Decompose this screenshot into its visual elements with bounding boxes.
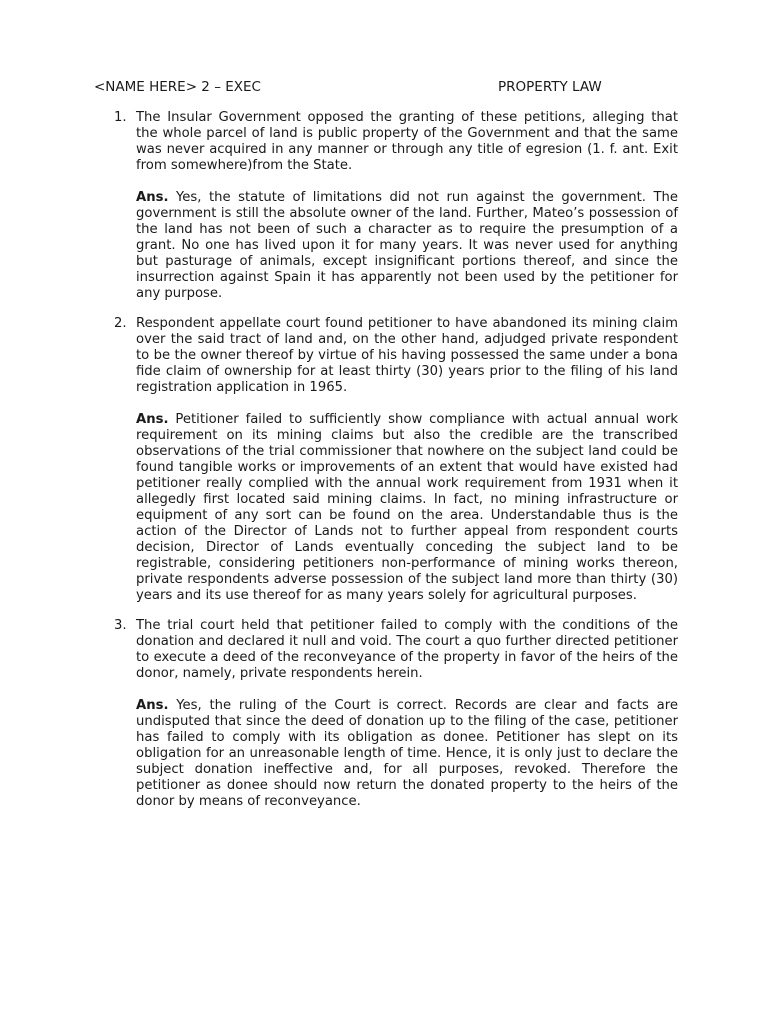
answer-paragraph	[136, 698, 678, 810]
question-text: The trial court held that petitioner failed to comply with the conditions of the donation and declared it null and void. The court a quo further directed petitioner to execute a deed of the reconveyance of the property in favor of the heirs of the donor, namely, private respondents herein.	[136, 618, 678, 681]
list-item	[114, 110, 678, 302]
answer-text: Yes, the statute of limitations did not run against the government. The government is still the absolute owner of the land. Further, Mateo’s possession of the land has not been of such a character as to require the presumption of a grant. No one has lived upon it for many years. It was never used for anything but pasturage of animals, except insignificant portions thereof, and since the insurrection against Spain it has apparently not been used by the petitioner for any purpose.	[136, 190, 678, 301]
item-number: 3.	[114, 618, 127, 633]
page-header	[94, 78, 684, 96]
item-number: 1.	[114, 110, 127, 125]
item-number: 2.	[114, 316, 127, 331]
answer-paragraph	[136, 190, 678, 302]
answer-paragraph	[136, 412, 678, 604]
list-item	[114, 618, 678, 810]
answer-text: Yes, the ruling of the Court is correct. Records are clear and facts are undisputed that since the deed of donation up to the filing of the case, petitioner has failed to comply with its obligation as donee. Petitioner has slept on its obligation for an unreasonable length of time. Hence, it is only just to declare the subject donation ineffective and, for all purposes, revoked. Therefore the petitioner as donee should now return the donated property to the heirs of the donor by means of reconveyance.	[136, 698, 678, 809]
question-list	[114, 110, 678, 824]
answer-text: Petitioner failed to sufficiently show compliance with actual annual work requirement on its mining claims but also the credible are the transcribed observations of the trial commissioner that nowhere on the subject land could be found tangible works or improvements of an extent that would have existed had petitioner really complied with the annual work requirement from 1931 when it allegedly first located said mining claims. In fact, no mining infrastructure or equipment of any sort can be found on the area. Understandable thus is the action of the Director of Lands not to further appeal from respondent courts decision, Director of Lands eventually conceding the subject land to be registrable, considering petitioners non-performance of mining works thereon, private respondents adverse possession of the subject land more than thirty (30) years and its use thereof for as many years solely for agricultural purposes.	[136, 412, 678, 603]
list-item	[114, 316, 678, 604]
question-text: The Insular Government opposed the granting of these petitions, alleging that the whole parcel of land is public property of the Government and that the same was never acquired in any manner or through any title of egresion (1. f. ant. Exit from somewhere)from the State.	[136, 110, 678, 173]
header-subject: PROPERTY LAW	[498, 79, 602, 95]
answer-label: Ans.	[136, 190, 169, 205]
question-text: Respondent appellate court found petitioner to have abandoned its mining claim over the said tract of land and, on the other hand, adjudged private respondent to be the owner thereof by virtue of his having possessed the same under a bona fide claim of ownership for at least thirty (30) years prior to the filing of his land registration application in 1965.	[136, 316, 678, 395]
header-name-course: <NAME HERE> 2 – EXEC	[94, 79, 261, 95]
answer-label: Ans.	[136, 698, 169, 713]
answer-label: Ans.	[136, 412, 169, 427]
